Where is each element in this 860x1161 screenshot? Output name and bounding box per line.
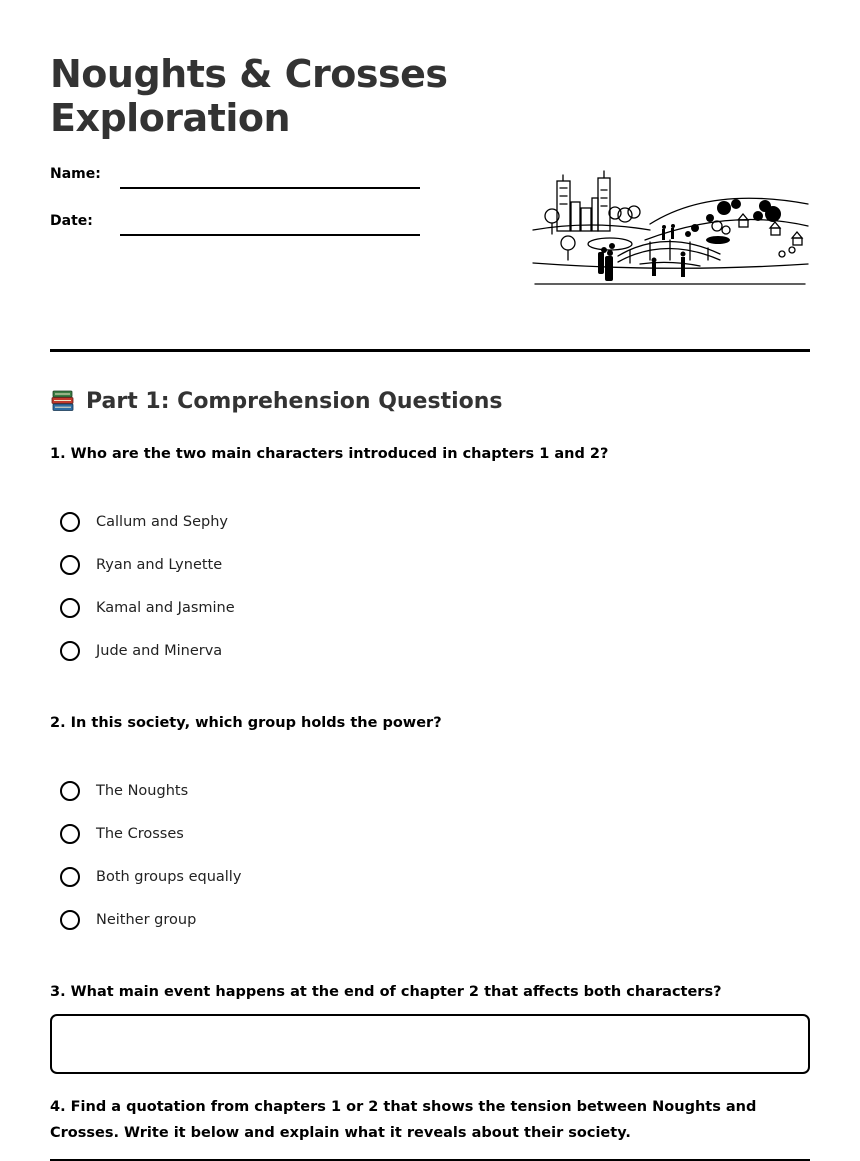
header-divider	[50, 349, 810, 352]
q1-option-3[interactable]	[60, 595, 235, 621]
name-field[interactable]	[120, 187, 420, 189]
radio-button[interactable]	[60, 512, 80, 532]
q2-option-1[interactable]	[60, 778, 188, 804]
name-label: Name:	[50, 166, 101, 182]
radio-button[interactable]	[60, 555, 80, 575]
option-label: Callum and Sephy	[96, 514, 228, 530]
option-label: Kamal and Jasmine	[96, 600, 235, 616]
radio-button[interactable]	[60, 910, 80, 930]
radio-button[interactable]	[60, 641, 80, 661]
date-label: Date:	[50, 213, 93, 229]
option-label: The Crosses	[96, 826, 184, 842]
answer-box-q3[interactable]	[50, 1014, 810, 1074]
question-1: 1. Who are the two main characters introduced in chapters 1 and 2?	[50, 446, 609, 462]
q2-option-3[interactable]	[60, 864, 241, 890]
question-4: 4. Find a quotation from chapters 1 or 2 that shows the tension between Noughts and Crosses. Write it below and explain what it reveals about their society.	[50, 1099, 757, 1141]
radio-button[interactable]	[60, 781, 80, 801]
q1-option-1[interactable]	[60, 509, 228, 535]
question-2: 2. In this society, which group holds the power?	[50, 715, 442, 731]
q2-option-2[interactable]	[60, 821, 184, 847]
section-heading-text: Part 1: Comprehension Questions	[86, 388, 503, 414]
option-label: Jude and Minerva	[96, 643, 223, 659]
radio-button[interactable]	[60, 598, 80, 618]
option-label: Ryan and Lynette	[96, 557, 223, 573]
q1-option-4[interactable]	[60, 638, 222, 664]
title-line-2: Exploration	[50, 96, 291, 140]
date-field[interactable]	[120, 234, 420, 236]
option-label: The Noughts	[96, 783, 189, 799]
option-label: Neither group	[96, 912, 197, 928]
page-title	[50, 52, 490, 140]
radio-button[interactable]	[60, 867, 80, 887]
town-bridge-illustration	[530, 168, 812, 290]
books-icon	[50, 388, 76, 414]
title-line-1: Noughts & Crosses	[50, 52, 448, 96]
question-3: 3. What main event happens at the end of chapter 2 that affects both characters?	[50, 984, 722, 1000]
option-label: Both groups equally	[96, 869, 242, 885]
section-heading-part1	[50, 388, 503, 414]
q1-option-2[interactable]	[60, 552, 222, 578]
radio-button[interactable]	[60, 824, 80, 844]
q2-option-4[interactable]	[60, 907, 196, 933]
